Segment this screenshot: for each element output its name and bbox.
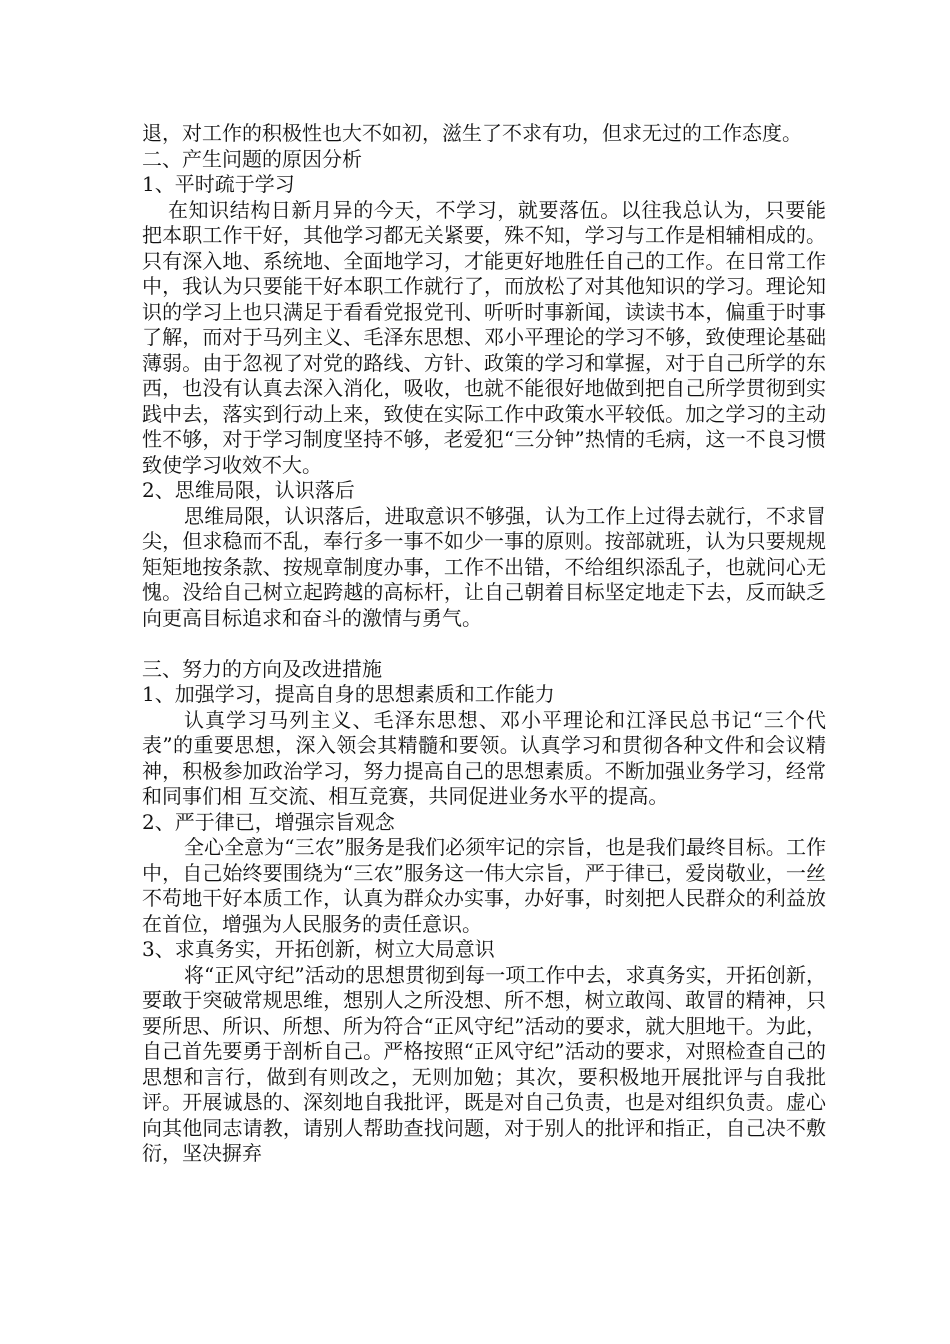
subheading-3-3: 3、求真务实，开拓创新，树立大局意识	[142, 937, 495, 961]
section-heading-2: 二、产生问题的原因分析	[142, 146, 362, 171]
blank-line	[142, 631, 826, 657]
subheading-3-2: 2、严于律已，增强宗旨观念	[142, 809, 395, 834]
subheading-2-2: 2、思维局限，认识落后	[142, 478, 355, 502]
paragraph-3-3: 将“正风守纪”活动的思想贯彻到每一项工作中去，求真务实，开拓创新，要敢于突破常规思维，想别人之所没想、所不想，树立敢闯、敢冒的精神，只要所思、所识、所想、所为符合“正风守纪”活动的要求，就大胆地干。为此，自己首先要勇于剖析自己。严格按照“正风守纪”活动的要求，对照检查自己的思想和言行，做到有则改之，无则加勉；其次，要积极地开展批评与自我批评。开展诚恳的、深刻地自我批评，既是对自己负责，也是对组织负责。虚心向其他同志请教，请别人帮助查找问题，对于别人的批评和指正，自己决不敷衍，坚决摒弃	[142, 962, 826, 1165]
paragraph-continued: 退，对工作的积极性也大不如初，滋生了不求有功，但求无过的工作态度。	[142, 121, 802, 145]
paragraph-3-2: 全心全意为“三农”服务是我们必须牢记的宗旨，也是我们最终目标。工作中，自己始终要围绕为“三农”服务这一伟大宗旨，严于律已，爱岗敬业，一丝不苟地干好本质工作，认真为群众办实事，办好事，时刻把人民群众的利益放在首位，增强为人民服务的责任意识。	[142, 835, 826, 936]
subheading-2-1: 1、平时疏于学习	[142, 172, 295, 196]
paragraph-3-1: 认真学习马列主义、毛泽东思想、邓小平理论和江泽民总书记“三个代表”的重要思想，深入领会其精髓和要领。认真学习和贯彻各种文件和会议精神，积极参加政治学习，努力提高自己的思想素质。不断加强业务学习，经常和同事们相 互交流、相互竞赛，共同促进业务水平的提高。	[142, 707, 826, 808]
subheading-3-1: 1、加强学习，提高自身的思想素质和工作能力	[142, 682, 555, 706]
document-page	[142, 121, 826, 1167]
paragraph-2-2: 思维局限，认识落后，进取意识不够强，认为工作上过得去就行，不求冒尖，但求稳而不乱，奉行多一事不如少一事的原则。按部就班，认为只要规规矩矩地按条款、按规章制度办事，工作不出错，不给组织添乱子，也就问心无愧。没给自己树立起跨越的高标杆，让自己朝着目标坚定地走下去，反而缺乏向更高目标追求和奋斗的激情与勇气。	[142, 503, 826, 630]
paragraph-2-1: 在知识结构日新月异的今天，不学习，就要落伍。以往我总认为，只要能把本职工作干好，其他学习都无关紧要，殊不知，学习与工作是相辅相成的。只有深入地、系统地、全面地学习，才能更好地胜任自己的工作。在日常工作中，我认为只要能干好本职工作就行了，而放松了对其他知识的学习。理论知识的学习上也只满足于看看党报党刊、听听时事新闻，读读书本，偏重于时事了解，而对于马列主义、毛泽东思想、邓小平理论的学习不够，致使理论基础薄弱。由于忽视了对党的路线、方针、政策的学习和掌握，对于自己所学的东西，也没有认真去深入消化，吸收，也就不能很好地做到把自己所学贯彻到实践中去，落实到行动上来，致使在实际工作中政策水平较低。加之学习的主动性不够，对于学习制度坚持不够，老爱犯“三分钟”热情的毛病，这一不良习惯致使学习收效不大。	[142, 197, 826, 477]
section-heading-3: 三、努力的方向及改进措施	[142, 656, 382, 681]
